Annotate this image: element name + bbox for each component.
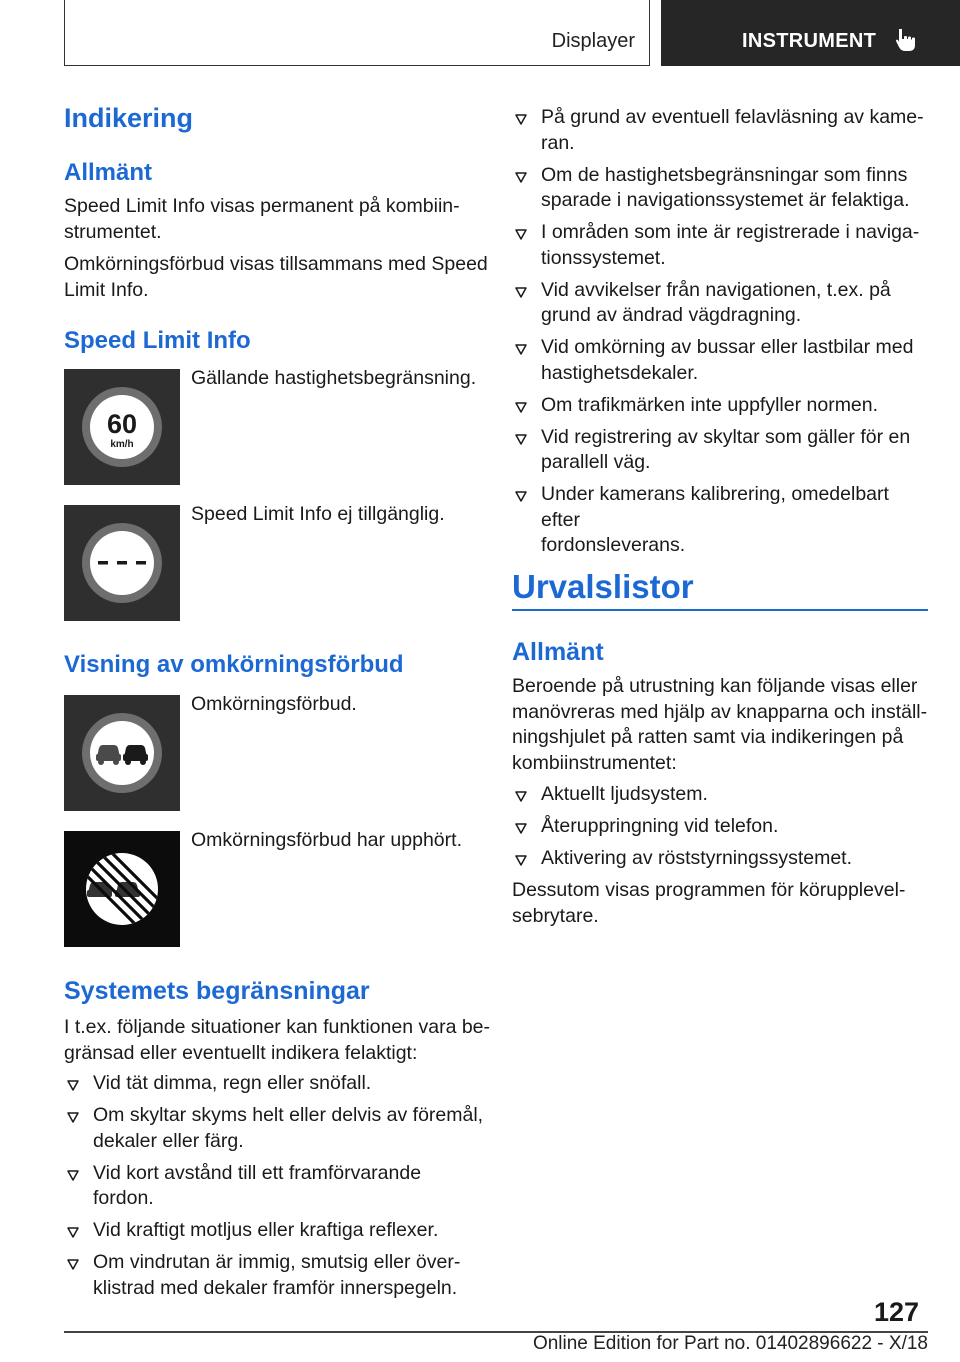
limits-list: [64, 1071, 484, 1308]
text-line: Omkörningsförbud visas tillsammans med Speed: [64, 253, 488, 275]
list-item: [512, 425, 932, 476]
selection-lists-items: [512, 782, 932, 878]
unavailable-sign-icon: [64, 505, 180, 621]
text-line: strumentet.: [64, 220, 162, 243]
list-item: [64, 1161, 484, 1212]
list-item: [512, 278, 932, 329]
sign-caption: Gällande hastighetsbegränsning.: [191, 367, 477, 389]
section-title-indikering: Indikering: [64, 103, 194, 133]
list-item: [64, 1071, 484, 1097]
speed-unit: km/h: [110, 439, 134, 450]
sign-caption: Omkörningsförbud.: [191, 693, 357, 715]
text-line: gränsad eller eventuellt indikera felaktigt:: [64, 1041, 418, 1064]
subheading-general-right: Allmänt: [512, 638, 604, 666]
page-number: 127: [874, 1297, 920, 1327]
triangle-bullet-icon: [66, 1103, 80, 1128]
subheading-overtaking: Visning av omkörningsförbud: [64, 651, 404, 678]
list-item-text: dekaler eller färg.: [93, 1129, 244, 1152]
text-line: kombiinstrumentet:: [512, 751, 677, 774]
list-item-text: ran.: [541, 131, 575, 154]
list-item: [512, 814, 932, 840]
list-item-text: parallell väg.: [541, 451, 651, 473]
list-item-text: Vid kort avstånd till ett framförvarande fordon.: [93, 1161, 422, 1209]
triangle-bullet-icon: [66, 1161, 80, 1186]
list-item-text: Vid omkörning av bussar eller lastbilar med: [541, 336, 914, 358]
pointing-hand-icon: [893, 27, 919, 53]
list-item-text: Om skyltar skyms helt eller delvis av föremål,: [93, 1104, 484, 1126]
speed-limit-unavailable-sign: [64, 505, 180, 621]
end-of-no-overtaking-sign: [64, 831, 180, 947]
triangle-bullet-icon: [66, 1071, 80, 1096]
sign-caption: Speed Limit Info ej tillgänglig.: [191, 503, 445, 525]
list-item-text: Vid avvikelser från navigationen, t.ex. på: [541, 278, 891, 301]
text-line: Beroende på utrustning kan följande visas eller: [512, 675, 918, 697]
section-divider: [512, 609, 928, 611]
text-line: Speed Limit Info visas permanent på kombiin-: [64, 195, 460, 217]
list-item-text: I områden som inte är registrerade i naviga-: [541, 221, 920, 243]
triangle-bullet-icon: [66, 1218, 80, 1243]
text-line: sebrytare.: [512, 904, 599, 927]
list-item-text: På grund av eventuell felavläsning av kame-: [541, 106, 924, 128]
list-item: [512, 335, 932, 386]
selection-lists-paragraph: [512, 674, 927, 776]
speed-limit-sign-icon: [64, 369, 180, 485]
sign-caption: Omkörningsförbud har upphört.: [191, 829, 462, 851]
no-overtaking-icon: [64, 695, 180, 811]
triangle-bullet-icon: [66, 1250, 80, 1275]
header-section-tab: [64, 0, 650, 66]
text-line: I t.ex. följande situationer kan funktionen vara be-: [64, 1016, 491, 1038]
text-line: manövreras med hjälp av knapparna och inställ-: [512, 700, 928, 723]
triangle-bullet-icon: [514, 482, 528, 507]
selection-lists-outro: [512, 878, 905, 929]
list-item-text: Aktuellt ljudsystem.: [541, 783, 708, 805]
list-item: [512, 163, 932, 214]
limits-intro: [64, 1015, 490, 1066]
speed-value: 60: [106, 409, 138, 439]
list-item: [64, 1103, 484, 1154]
triangle-bullet-icon: [514, 425, 528, 450]
triangle-bullet-icon: [514, 220, 528, 245]
list-item-text: klistrad med dekaler framför innerspegeln.: [93, 1276, 458, 1299]
text-line: Dessutom visas programmen för körupplevel-: [512, 879, 906, 901]
list-item-text: grund av ändrad vägdragning.: [541, 304, 802, 326]
list-item-text: Om de hastighetsbegränsningar som finns: [541, 163, 908, 186]
list-item-text: Vid registrering av skyltar som gäller för en: [541, 425, 911, 448]
list-item-text: tionssystemet.: [541, 246, 666, 269]
subheading-system-limits: Systemets begränsningar: [64, 977, 370, 1005]
no-overtaking-sign: [64, 695, 180, 811]
list-item-text: Vid kraftigt motljus eller kraftiga reflexer.: [93, 1219, 439, 1241]
list-item-text: Om trafikmärken inte uppfyller normen.: [541, 393, 879, 416]
header-section-label: Displayer: [551, 30, 635, 52]
list-item: [64, 1250, 484, 1301]
general-paragraph-1: [64, 194, 460, 245]
header-chapter-label: INSTRUMENT: [742, 30, 877, 52]
list-item: [512, 846, 932, 872]
list-item: [512, 105, 932, 156]
section-title-urvalslistor: Urvalslistor: [512, 568, 694, 605]
text-line: Limit Info.: [64, 278, 149, 301]
footer-edition: Online Edition for Part no. 01402896622 - X/18: [532, 1333, 928, 1354]
triangle-bullet-icon: [514, 105, 528, 130]
general-paragraph-2: [64, 252, 488, 303]
triangle-bullet-icon: [514, 814, 528, 839]
speed-limit-60-sign: [64, 369, 180, 485]
triangle-bullet-icon: [514, 278, 528, 303]
list-item-text: Återuppringning vid telefon.: [541, 815, 779, 837]
subheading-general: Allmänt: [64, 159, 153, 186]
subheading-speed-limit-info: Speed Limit Info: [64, 327, 251, 354]
list-item: [512, 220, 932, 271]
list-item-text: Om vindrutan är immig, smutsig eller över-: [93, 1251, 461, 1273]
text-line: ningshjulet på ratten samt via indikeringen på: [512, 726, 904, 748]
list-item: [64, 1218, 484, 1244]
list-item-text: Under kamerans kalibrering, omedelbart efter: [541, 483, 889, 531]
header-chapter-tab: [661, 0, 960, 66]
end-no-overtaking-icon: [64, 831, 180, 947]
list-item: [512, 782, 932, 808]
list-item-text: sparade i navigationssystemet är felaktiga.: [541, 189, 910, 211]
triangle-bullet-icon: [514, 846, 528, 871]
list-item: [512, 482, 932, 559]
triangle-bullet-icon: [514, 393, 528, 418]
list-item-text: Vid tät dimma, regn eller snöfall.: [93, 1072, 372, 1094]
triangle-bullet-icon: [514, 782, 528, 807]
list-item-text: fordonsleverans.: [541, 534, 686, 556]
limitations-continued-list: [512, 105, 932, 565]
triangle-bullet-icon: [514, 163, 528, 188]
list-item-text: Aktivering av röststyrningssystemet.: [541, 847, 853, 869]
triangle-bullet-icon: [514, 335, 528, 360]
list-item-text: hastighetsdekaler.: [541, 361, 699, 384]
list-item: [512, 393, 932, 419]
